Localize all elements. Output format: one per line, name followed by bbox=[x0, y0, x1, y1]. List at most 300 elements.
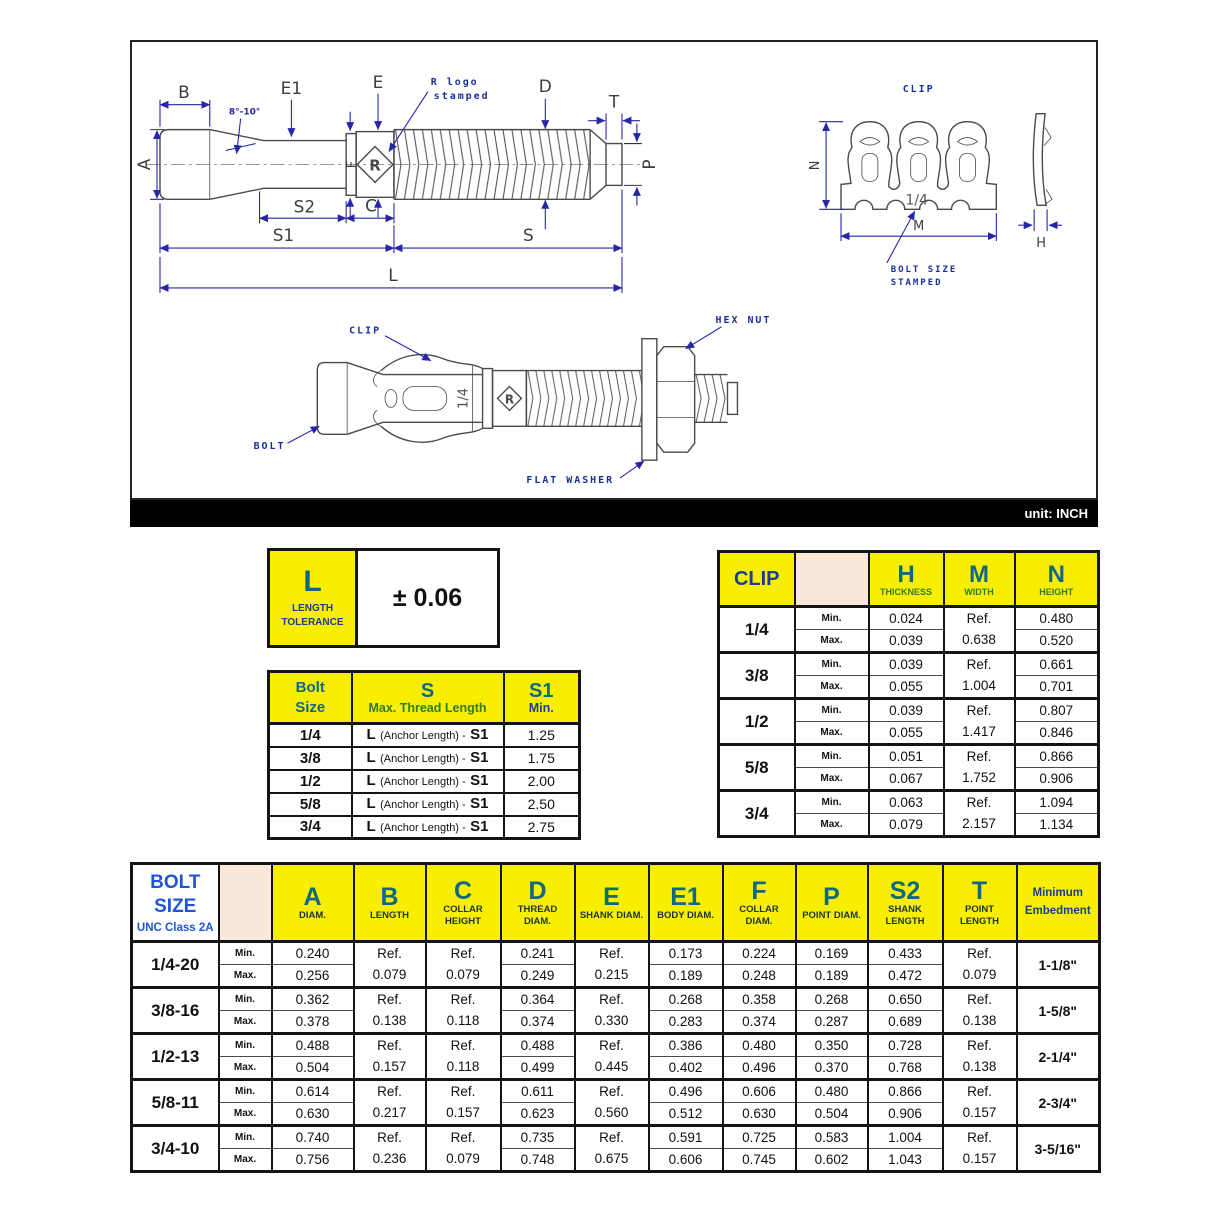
ref-label: Ref. bbox=[377, 1129, 402, 1145]
header-sub: Min. bbox=[528, 700, 554, 715]
clip-dimensions-table bbox=[717, 550, 1100, 838]
c-ref-cell bbox=[426, 1080, 501, 1126]
assembly-label-washer: FLAT WASHER bbox=[526, 475, 615, 487]
formula-mid: (Anchor Length) - bbox=[380, 776, 466, 788]
n-header bbox=[1015, 552, 1099, 607]
m-ref-cell bbox=[944, 791, 1015, 837]
table-row bbox=[269, 816, 580, 839]
dim-letter: A bbox=[303, 882, 322, 911]
min-label-cell: Min. bbox=[219, 942, 272, 965]
max-label-cell: Max. bbox=[219, 1103, 272, 1126]
dim-label-e1: E1 bbox=[280, 77, 303, 98]
formula-l: L bbox=[366, 749, 376, 766]
s1-min-cell: 1.25 bbox=[504, 724, 580, 747]
dim-letter: S2 bbox=[889, 877, 921, 906]
bolt-profile-view bbox=[146, 130, 644, 200]
s1-min-cell: 2.00 bbox=[504, 770, 580, 793]
dim-letter: E bbox=[603, 882, 620, 911]
a-max-cell: 0.378 bbox=[272, 1011, 354, 1034]
tolerance-sub-line1: LENGTH bbox=[291, 603, 334, 614]
formula-cell bbox=[352, 724, 504, 747]
header-sub: LENGTH bbox=[369, 909, 410, 921]
n-min-cell: 0.866 bbox=[1015, 745, 1099, 768]
flat-washer bbox=[642, 339, 657, 460]
angle-note: 8°-10° bbox=[228, 107, 261, 118]
header-sub: SHANK DIAM. bbox=[579, 909, 644, 921]
e1-min-cell: 0.591 bbox=[649, 1126, 723, 1149]
d-min-cell: 0.364 bbox=[501, 988, 575, 1011]
ref-label: Ref. bbox=[450, 945, 476, 961]
t-value: 0.157 bbox=[962, 1104, 997, 1120]
dim-label-n: N bbox=[808, 160, 824, 171]
dim-label-s2: S2 bbox=[293, 196, 316, 217]
formula-mid: (Anchor Length) - bbox=[380, 799, 466, 811]
a-max-cell: 0.630 bbox=[272, 1103, 354, 1126]
h-max-cell: 0.079 bbox=[869, 814, 944, 837]
m-value: 0.638 bbox=[962, 631, 996, 647]
ref-label: Ref. bbox=[599, 945, 624, 961]
e1-min-cell: 0.173 bbox=[649, 942, 723, 965]
m-value: 1.752 bbox=[962, 769, 996, 785]
embedment-header bbox=[1017, 864, 1100, 942]
dim-label-d: D bbox=[538, 75, 552, 96]
assembly-clip bbox=[381, 355, 483, 371]
t-value: 0.138 bbox=[962, 1012, 997, 1028]
dim-label-c: C bbox=[365, 195, 377, 216]
t-value: 0.157 bbox=[962, 1150, 997, 1166]
d-max-cell: 0.374 bbox=[501, 1011, 575, 1034]
formula-s1: S1 bbox=[470, 772, 489, 789]
b-ref-cell bbox=[354, 942, 426, 988]
dim-letter: C bbox=[453, 877, 473, 906]
n-max-cell: 1.134 bbox=[1015, 814, 1099, 837]
c-value: 0.079 bbox=[446, 1150, 480, 1166]
h-header bbox=[869, 552, 944, 607]
t-ref-cell bbox=[943, 1126, 1017, 1172]
t-value: 0.079 bbox=[962, 966, 997, 982]
max-label-cell: Max. bbox=[795, 768, 869, 791]
ref-label: Ref. bbox=[967, 991, 992, 1007]
a-min-cell: 0.614 bbox=[272, 1080, 354, 1103]
e1-max-cell: 0.606 bbox=[649, 1149, 723, 1172]
embedment-cell: 3-5/16" bbox=[1017, 1126, 1100, 1172]
size-cell: 3/4-10 bbox=[132, 1126, 219, 1172]
b-value: 0.236 bbox=[372, 1150, 407, 1166]
ref-label: Ref. bbox=[450, 1037, 476, 1053]
f-min-cell: 0.224 bbox=[723, 942, 796, 965]
e1-header bbox=[649, 864, 723, 942]
formula-mid: (Anchor Length) - bbox=[380, 753, 466, 765]
formula-l: L bbox=[366, 817, 376, 835]
s2-min-cell: 0.866 bbox=[868, 1080, 943, 1103]
size-cell: 5/8 bbox=[719, 745, 795, 791]
dim-label-b: B bbox=[178, 81, 190, 102]
t-header bbox=[943, 864, 1017, 942]
s2-max-cell: 0.689 bbox=[868, 1011, 943, 1034]
clip-view-title: CLIP bbox=[902, 83, 935, 95]
tolerance-sub-line2: TOLERANCE bbox=[281, 616, 344, 628]
n-max-cell: 0.846 bbox=[1015, 722, 1099, 745]
dim-label-s1: S1 bbox=[272, 225, 295, 246]
p-max-cell: 0.370 bbox=[796, 1057, 868, 1080]
dim-letter: B bbox=[380, 882, 399, 911]
assembly-head bbox=[317, 363, 347, 435]
d-header bbox=[501, 864, 575, 942]
e-value: 0.560 bbox=[594, 1104, 629, 1120]
formula-s1: S1 bbox=[470, 726, 489, 744]
ref-label: Ref. bbox=[377, 991, 402, 1007]
e-value: 0.215 bbox=[594, 966, 629, 982]
m-ref-cell bbox=[944, 653, 1015, 699]
min-label-cell: Min. bbox=[795, 745, 869, 768]
s1-min-cell: 2.75 bbox=[504, 816, 580, 839]
size-cell: 1/2 bbox=[719, 699, 795, 745]
b-ref-cell bbox=[354, 1126, 426, 1172]
d-max-cell: 0.499 bbox=[501, 1057, 575, 1080]
tolerance-header-cell bbox=[270, 551, 358, 645]
d-max-cell: 0.623 bbox=[501, 1103, 575, 1126]
s2-max-cell: 0.472 bbox=[868, 965, 943, 988]
formula-l: L bbox=[366, 726, 376, 744]
max-label-cell: Max. bbox=[795, 814, 869, 837]
tolerance-dim-letter: L bbox=[303, 565, 322, 598]
p-min-cell: 0.350 bbox=[796, 1034, 868, 1057]
p-max-cell: 0.504 bbox=[796, 1103, 868, 1126]
ref-label: Ref. bbox=[966, 656, 992, 672]
f-min-cell: 0.358 bbox=[723, 988, 796, 1011]
assembly-label-clip: CLIP bbox=[349, 325, 382, 337]
header-sub: SHANK LENGTH bbox=[885, 904, 925, 927]
size-cell: 1/2-13 bbox=[132, 1034, 219, 1080]
table-row bbox=[719, 699, 1099, 722]
table-header-row bbox=[719, 552, 1099, 607]
s-header bbox=[352, 672, 504, 724]
d-min-cell: 0.611 bbox=[501, 1080, 575, 1103]
f-max-cell: 0.248 bbox=[723, 965, 796, 988]
size-cell: 5/8-11 bbox=[132, 1080, 219, 1126]
b-ref-cell bbox=[354, 988, 426, 1034]
m-value: 1.417 bbox=[962, 723, 996, 739]
ref-label: Ref. bbox=[966, 794, 992, 810]
t-value: 0.138 bbox=[962, 1058, 997, 1074]
s2-min-cell: 0.650 bbox=[868, 988, 943, 1011]
p-min-cell: 0.583 bbox=[796, 1126, 868, 1149]
header-line: Minimum bbox=[1032, 887, 1083, 900]
n-max-cell: 0.520 bbox=[1015, 630, 1099, 653]
ref-label: Ref. bbox=[599, 1083, 624, 1099]
ref-label: Ref. bbox=[599, 991, 624, 1007]
a-min-cell: 0.740 bbox=[272, 1126, 354, 1149]
min-label-cell: Min. bbox=[795, 653, 869, 676]
clip-side-view bbox=[1033, 114, 1046, 206]
header-sub: DIAM. bbox=[299, 909, 326, 921]
b-value: 0.217 bbox=[372, 1104, 407, 1120]
h-max-cell: 0.039 bbox=[869, 630, 944, 653]
header-sub: HEIGHT bbox=[1039, 586, 1074, 597]
b-header bbox=[354, 864, 426, 942]
dim-label-t: T bbox=[608, 91, 620, 112]
m-ref-cell bbox=[944, 607, 1015, 653]
ref-label: Ref. bbox=[966, 702, 992, 718]
p-max-cell: 0.189 bbox=[796, 965, 868, 988]
ref-label: Ref. bbox=[599, 1037, 624, 1053]
s2-min-cell: 0.728 bbox=[868, 1034, 943, 1057]
table-row bbox=[719, 653, 1099, 676]
assembly-label-nut: HEX NUT bbox=[715, 314, 772, 326]
e1-max-cell: 0.512 bbox=[649, 1103, 723, 1126]
embedment-cell: 1-1/8" bbox=[1017, 942, 1100, 988]
ref-label: Ref. bbox=[967, 1037, 992, 1053]
max-label-cell: Max. bbox=[795, 676, 869, 699]
e-value: 0.330 bbox=[594, 1012, 629, 1028]
min-label-cell: Min. bbox=[795, 607, 869, 630]
n-max-cell: 0.906 bbox=[1015, 768, 1099, 791]
hex-nut bbox=[657, 347, 695, 453]
table-row bbox=[719, 607, 1099, 630]
s1-header bbox=[504, 672, 580, 724]
e-ref-cell bbox=[575, 1080, 649, 1126]
formula-cell bbox=[352, 816, 504, 839]
max-label-cell: Max. bbox=[795, 630, 869, 653]
p-max-cell: 0.287 bbox=[796, 1011, 868, 1034]
clip-view bbox=[808, 84, 1062, 288]
table-row bbox=[132, 1034, 1100, 1057]
a-max-cell: 0.756 bbox=[272, 1149, 354, 1172]
e-ref-cell bbox=[575, 988, 649, 1034]
e-header bbox=[575, 864, 649, 942]
e1-max-cell: 0.402 bbox=[649, 1057, 723, 1080]
dim-letter: E1 bbox=[670, 882, 701, 911]
table-header-row bbox=[269, 672, 580, 724]
tolerance-value: ± 0.06 bbox=[392, 583, 463, 612]
ref-label: Ref. bbox=[450, 1129, 476, 1145]
dim-letter: F bbox=[751, 877, 767, 906]
h-min-cell: 0.039 bbox=[869, 653, 944, 676]
d-min-cell: 0.488 bbox=[501, 1034, 575, 1057]
ref-label: Ref. bbox=[967, 1083, 992, 1099]
table-row bbox=[132, 988, 1100, 1011]
a-max-cell: 0.504 bbox=[272, 1057, 354, 1080]
s1-min-cell: 1.75 bbox=[504, 747, 580, 770]
c-ref-cell bbox=[426, 942, 501, 988]
c-value: 0.157 bbox=[446, 1104, 480, 1120]
formula-l: L bbox=[366, 772, 376, 789]
assembly-r-logo: R bbox=[504, 392, 515, 407]
h-min-cell: 0.024 bbox=[869, 607, 944, 630]
dim-letter: T bbox=[971, 877, 988, 906]
f-min-cell: 0.725 bbox=[723, 1126, 796, 1149]
s2-max-cell: 0.768 bbox=[868, 1057, 943, 1080]
formula-mid: (Anchor Length) - bbox=[380, 821, 466, 834]
n-min-cell: 0.661 bbox=[1015, 653, 1099, 676]
h-max-cell: 0.055 bbox=[869, 722, 944, 745]
n-min-cell: 1.094 bbox=[1015, 791, 1099, 814]
size-cell: 1/4-20 bbox=[132, 942, 219, 988]
a-max-cell: 0.256 bbox=[272, 965, 354, 988]
e-value: 0.445 bbox=[594, 1058, 629, 1074]
assembly-view bbox=[254, 315, 772, 486]
t-ref-cell bbox=[943, 988, 1017, 1034]
dim-letter: S bbox=[420, 679, 435, 702]
max-label-cell: Max. bbox=[219, 1011, 272, 1034]
a-min-cell: 0.488 bbox=[272, 1034, 354, 1057]
b-ref-cell bbox=[354, 1034, 426, 1080]
s2-min-cell: 1.004 bbox=[868, 1126, 943, 1149]
title-sub: UNC Class 2A bbox=[136, 922, 214, 935]
header-sub: THREAD DIAM. bbox=[517, 904, 558, 927]
f-min-cell: 0.606 bbox=[723, 1080, 796, 1103]
drawing-area bbox=[130, 40, 1098, 500]
c-header bbox=[426, 864, 501, 942]
size-cell: 3/8 bbox=[719, 653, 795, 699]
formula-s1: S1 bbox=[470, 795, 489, 812]
formula-s1: S1 bbox=[470, 749, 489, 766]
s2-min-cell: 0.433 bbox=[868, 942, 943, 965]
e1-min-cell: 0.386 bbox=[649, 1034, 723, 1057]
m-value: 1.004 bbox=[962, 677, 996, 693]
e-ref-cell bbox=[575, 1034, 649, 1080]
size-cell: 5/8 bbox=[269, 793, 352, 816]
formula-cell bbox=[352, 747, 504, 770]
dim-letter: N bbox=[1047, 560, 1065, 588]
b-ref-cell bbox=[354, 1080, 426, 1126]
size-cell: 3/4 bbox=[269, 816, 352, 839]
drawing-frame bbox=[130, 40, 1098, 527]
ref-label: Ref. bbox=[967, 1129, 992, 1145]
min-label-cell: Min. bbox=[795, 791, 869, 814]
dim-label-s: S bbox=[523, 225, 534, 246]
h-min-cell: 0.039 bbox=[869, 699, 944, 722]
dim-letter: P bbox=[823, 882, 840, 911]
f-min-cell: 0.480 bbox=[723, 1034, 796, 1057]
table-row bbox=[269, 724, 580, 747]
title-line: BOLT bbox=[150, 871, 201, 893]
bolt-dimensions-table bbox=[130, 862, 1101, 1173]
min-label-cell: Min. bbox=[219, 1034, 272, 1057]
ref-label: Ref. bbox=[377, 1083, 402, 1099]
table-row bbox=[132, 942, 1100, 965]
s2-max-cell: 1.043 bbox=[868, 1149, 943, 1172]
b-value: 0.157 bbox=[372, 1058, 407, 1074]
length-tolerance-table bbox=[267, 548, 500, 648]
e-value: 0.675 bbox=[594, 1150, 629, 1166]
m-header bbox=[944, 552, 1015, 607]
s2-header bbox=[868, 864, 943, 942]
r-logo-note-line2: stamped bbox=[433, 90, 490, 102]
dim-letter: M bbox=[969, 560, 989, 588]
header-sub: POINT LENGTH bbox=[959, 904, 1000, 927]
title-line: SIZE bbox=[154, 895, 197, 917]
dim-label-f: F bbox=[345, 160, 361, 169]
m-ref-cell bbox=[944, 699, 1015, 745]
embedment-cell: 2-1/4" bbox=[1017, 1034, 1100, 1080]
max-label-cell: Max. bbox=[219, 1057, 272, 1080]
d-max-cell: 0.249 bbox=[501, 965, 575, 988]
size-cell: 1/2 bbox=[269, 770, 352, 793]
header-sub: Max. Thread Length bbox=[368, 700, 487, 715]
f-max-cell: 0.374 bbox=[723, 1011, 796, 1034]
formula-l: L bbox=[366, 795, 376, 812]
clip-stamp-size: 1/4 bbox=[905, 192, 928, 209]
p-max-cell: 0.602 bbox=[796, 1149, 868, 1172]
t-ref-cell bbox=[943, 942, 1017, 988]
ref-label: Ref. bbox=[599, 1129, 624, 1145]
table-row bbox=[719, 745, 1099, 768]
e1-max-cell: 0.189 bbox=[649, 965, 723, 988]
header-line: Bolt bbox=[295, 679, 325, 696]
ref-label: Ref. bbox=[967, 945, 992, 961]
ref-label: Ref. bbox=[966, 610, 992, 626]
ref-label: Ref. bbox=[450, 991, 476, 1007]
size-cell: 3/8 bbox=[269, 747, 352, 770]
c-value: 0.079 bbox=[446, 966, 480, 982]
header-sub: BODY DIAM. bbox=[657, 909, 714, 921]
dim-label-l: L bbox=[388, 264, 398, 285]
clip-note-line1: BOLT SIZE bbox=[890, 264, 958, 275]
f-max-cell: 0.630 bbox=[723, 1103, 796, 1126]
d-min-cell: 0.735 bbox=[501, 1126, 575, 1149]
f-max-cell: 0.745 bbox=[723, 1149, 796, 1172]
c-ref-cell bbox=[426, 1126, 501, 1172]
c-value: 0.118 bbox=[446, 1058, 480, 1074]
ref-label: Ref. bbox=[377, 1037, 402, 1053]
header-sub: COLLAR HEIGHT bbox=[443, 904, 483, 927]
e1-min-cell: 0.268 bbox=[649, 988, 723, 1011]
n-min-cell: 0.480 bbox=[1015, 607, 1099, 630]
c-value: 0.118 bbox=[446, 1012, 480, 1028]
h-min-cell: 0.063 bbox=[869, 791, 944, 814]
h-max-cell: 0.055 bbox=[869, 676, 944, 699]
bolt-size-title-cell bbox=[132, 864, 219, 942]
dim-letter: S1 bbox=[529, 679, 554, 702]
table-row bbox=[132, 1126, 1100, 1149]
clip-title-cell: CLIP bbox=[719, 552, 795, 607]
d-max-cell: 0.748 bbox=[501, 1149, 575, 1172]
m-ref-cell bbox=[944, 745, 1015, 791]
e-ref-cell bbox=[575, 942, 649, 988]
dim-label-e: E bbox=[372, 71, 384, 92]
s1-min-cell: 2.50 bbox=[504, 793, 580, 816]
header-sub: POINT DIAM. bbox=[802, 909, 861, 921]
min-label-cell: Min. bbox=[219, 988, 272, 1011]
formula-cell bbox=[352, 793, 504, 816]
thread-length-table bbox=[267, 670, 581, 840]
h-max-cell: 0.067 bbox=[869, 768, 944, 791]
s2-max-cell: 0.906 bbox=[868, 1103, 943, 1126]
blank-cell bbox=[795, 552, 869, 607]
header-line: Size bbox=[295, 698, 326, 716]
assembly-stamp-size: 1/4 bbox=[456, 388, 472, 409]
header-line: Embedment bbox=[1024, 904, 1091, 917]
dim-label-p: P bbox=[638, 159, 659, 170]
formula-s1: S1 bbox=[470, 817, 489, 835]
formula-cell bbox=[352, 770, 504, 793]
table-row bbox=[132, 1080, 1100, 1103]
n-min-cell: 0.807 bbox=[1015, 699, 1099, 722]
min-label-cell: Min. bbox=[795, 699, 869, 722]
table-row bbox=[269, 747, 580, 770]
header-sub: THICKNESS bbox=[879, 586, 932, 597]
e-ref-cell bbox=[575, 1126, 649, 1172]
dim-letter: D bbox=[528, 877, 547, 906]
min-label-cell: Min. bbox=[219, 1080, 272, 1103]
blank-cell bbox=[219, 864, 272, 942]
f-max-cell: 0.496 bbox=[723, 1057, 796, 1080]
t-ref-cell bbox=[943, 1080, 1017, 1126]
bolt-size-header bbox=[269, 672, 352, 724]
table-header-row bbox=[132, 864, 1100, 942]
r-logo-letter: R bbox=[369, 156, 381, 175]
